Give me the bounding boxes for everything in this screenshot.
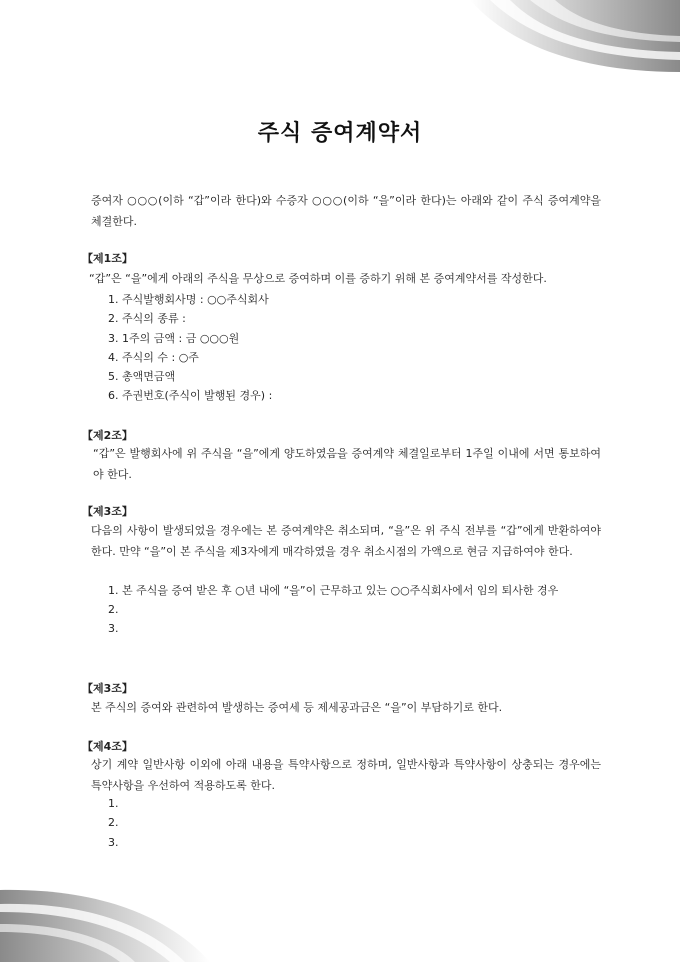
article-2-heading: 【제2조】	[82, 429, 133, 442]
list-item: 2.	[108, 816, 119, 830]
article-4-list	[108, 794, 600, 852]
article-3b-text: 본 주식의 증여와 관련하여 발생하는 증여세 등 제세공과금은 “을”이 부담하기로 한다.	[91, 701, 503, 714]
list-item: 1. 본 주식을 증여 받은 후 ○년 내에 “을”이 근무하고 있는 ○○주식회사에서 임의 퇴사한 경우	[108, 584, 559, 597]
list-item: 1. 주식발행회사명 : ○○주식회사	[108, 293, 269, 306]
article-2-text: “갑”은 발행회사에 위 주식을 “을”에게 양도하였음을 증여계약 체결일로부터 1주일 이내에 서면 통보하여야 한다.	[93, 447, 601, 481]
article-4-heading: 【제4조】	[82, 740, 133, 753]
list-item: 5. 총액면금액	[108, 370, 176, 384]
list-item: 1.	[108, 797, 119, 810]
corner-decoration-top-right	[470, 0, 680, 75]
article-1-heading: 【제1조】	[82, 252, 133, 265]
article-1-list	[108, 290, 598, 406]
list-item: 3.	[108, 622, 119, 636]
document-title: 주식 증여계약서	[257, 121, 423, 146]
corner-decoration-bottom-left	[0, 882, 210, 962]
article-1-text: “갑”은 “을”에게 아래의 주식을 무상으로 증여하며 이를 증하기 위해 본 증여계약서를 작성한다.	[89, 272, 547, 285]
article-3-heading: 【제3조】	[82, 505, 133, 518]
article-3-list	[108, 581, 600, 639]
list-item: 4. 주식의 수 : ○주	[108, 350, 199, 364]
list-item: 3.	[108, 835, 119, 849]
list-item: 2. 주식의 종류 :	[108, 312, 186, 326]
list-item: 2.	[108, 603, 119, 616]
list-item: 6. 주권번호(주식이 발행된 경우) :	[108, 389, 273, 403]
article-3b-heading: 【제3조】	[82, 682, 133, 695]
article-3-text: 다음의 사항이 발생되었을 경우에는 본 증여계약은 취소되며, “을”은 위 주식 전부를 “갑”에게 반환하여야 한다. 만약 “을”이 본 주식을 제3자에게 매각하였을 경우 취소시점의 가액으로 현금 지급하여야 한다.	[91, 524, 601, 558]
article-4-text: 상기 계약 일반사항 이외에 아래 내용을 특약사항으로 정하며, 일반사항과 특약사항이 상충되는 경우에는 특약사항을 우선하여 적용하도록 한다.	[91, 758, 601, 792]
intro-paragraph: 증여자 ○○○(이하 “갑”이라 한다)와 수증자 ○○○(이하 “을”이라 한다)는 아래와 같이 주식 증여계약을 체결한다.	[91, 194, 601, 228]
list-item: 3. 1주의 금액 : 금 ○○○원	[108, 331, 240, 345]
